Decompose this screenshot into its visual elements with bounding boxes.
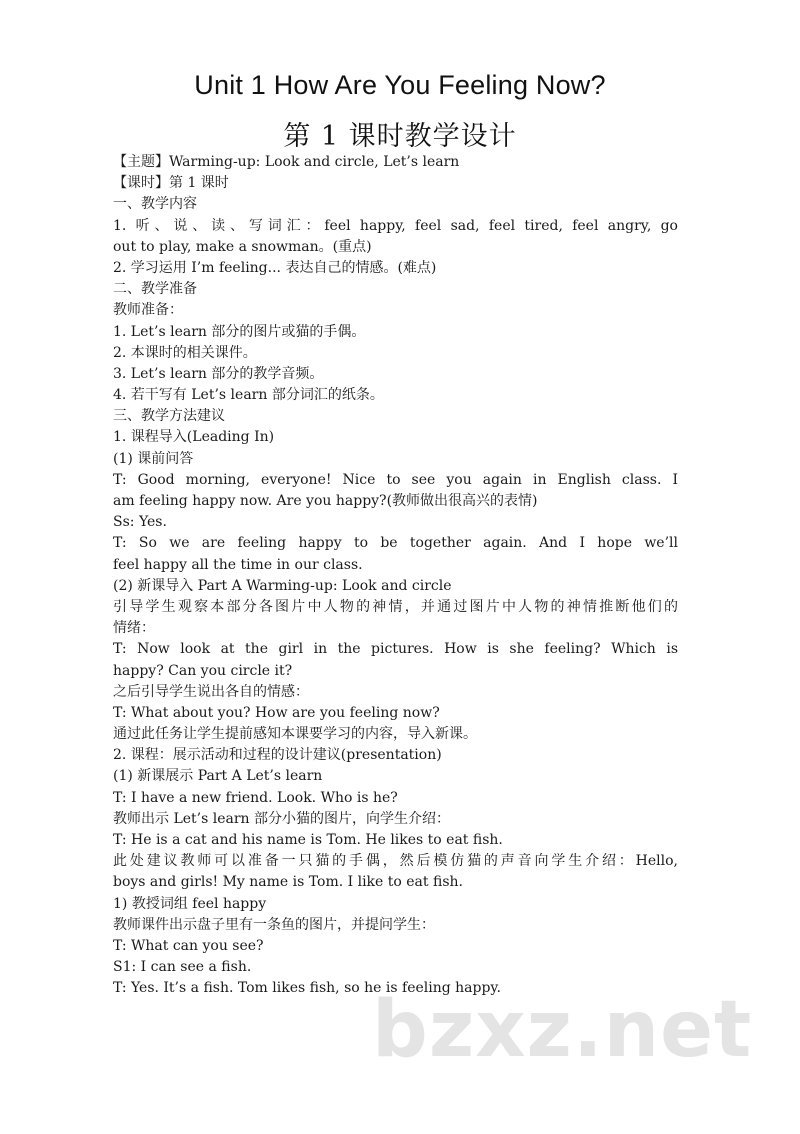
text-line: 【课时】第 1 课时	[113, 175, 229, 192]
lesson-body	[113, 152, 678, 1000]
text-line: 二、教学准备	[113, 281, 197, 298]
text-line: boys and girls! My name is Tom. I like to eat fish.	[113, 874, 463, 891]
text-line: feel happy all the time in our class.	[113, 556, 363, 573]
watermark-logo: bzxz.net	[372, 985, 753, 1075]
text-line: 【主题】Warming-up: Look and circle, Let’s learn	[113, 154, 460, 170]
text-line: 通过此任务让学生提前感知本课要学习的内容，导入新课。	[113, 726, 477, 743]
text-line: happy? Can you circle it?	[113, 662, 293, 679]
title-english: Unit 1 How Are You Feeling Now?	[194, 70, 606, 100]
text-line: S1: I can see a fish.	[113, 959, 252, 976]
text-line: (1) 课前问答	[113, 450, 194, 467]
text-line: Ss: Yes.	[113, 514, 167, 531]
text-line: T: So we are feeling happy to be together again. And I hope we’ll	[113, 535, 678, 552]
text-line: 2. 课程：展示活动和过程的设计建议(presentation)	[113, 747, 442, 764]
text-line: 4. 若干写有 Let’s learn 部分词汇的纸条。	[113, 387, 384, 404]
text-line: 教师准备：	[113, 302, 183, 319]
text-line: out to play, make a snowman。(重点)	[113, 238, 372, 255]
text-line: 3. Let’s learn 部分的教学音频。	[113, 365, 324, 382]
text-line: 2. 学习运用 I’m feeling... 表达自己的情感。(难点)	[113, 259, 437, 276]
text-line: 2. 本课时的相关课件。	[113, 344, 257, 361]
text-line: 此处建议教师可以准备一只猫的手偶，然后模仿猫的声音向学生介绍：Hello,	[113, 853, 678, 870]
text-line: T: Yes. It’s a fish. Tom likes fish, so he is feeling happy.	[113, 980, 501, 997]
text-line: 引导学生观察本部分各图片中人物的神情，并通过图片中人物的神情推断他们的	[113, 598, 678, 615]
text-line: 情绪：	[113, 620, 155, 637]
text-line: (1) 新课展示 Part A Let’s learn	[113, 768, 323, 785]
text-line: T: Now look at the girl in the pictures. How is she feeling? Which is	[113, 641, 678, 658]
title-chinese: 第 1 课时教学设计	[283, 121, 517, 152]
text-line: 1. 听、说、读、写词汇：feel happy, feel sad, feel tired, feel angry, go	[113, 217, 678, 234]
text-line: 教师课件出示盘子里有一条鱼的图片，并提问学生：	[113, 916, 435, 933]
text-line: 1. 课程导入(Leading In)	[113, 429, 275, 446]
text-line: 1. Let’s learn 部分的图片或猫的手偶。	[113, 323, 366, 340]
text-line: am feeling happy now. Are you happy?(教师做出很高兴的表情)	[113, 493, 538, 509]
text-line: 之后引导学生说出各自的情感：	[113, 683, 309, 700]
text-line: T: He is a cat and his name is Tom. He likes to eat fish.	[113, 832, 503, 848]
text-line: T: What can you see?	[113, 937, 264, 954]
text-line: 1) 教授词组 feel happy	[113, 895, 267, 912]
text-line: (2) 新课导入 Part A Warming-up: Look and circle	[113, 577, 452, 594]
text-line: T: I have a new friend. Look. Who is he?	[113, 789, 398, 806]
text-line: 三、教学方法建议	[113, 408, 225, 425]
text-line: 一、教学内容	[113, 196, 197, 213]
text-line: T: What about you? How are you feeling now?	[113, 704, 440, 721]
text-line: 教师出示 Let’s learn 部分小猫的图片，向学生介绍：	[113, 810, 451, 827]
text-line: T: Good morning, everyone! Nice to see you again in English class. I	[113, 471, 678, 488]
